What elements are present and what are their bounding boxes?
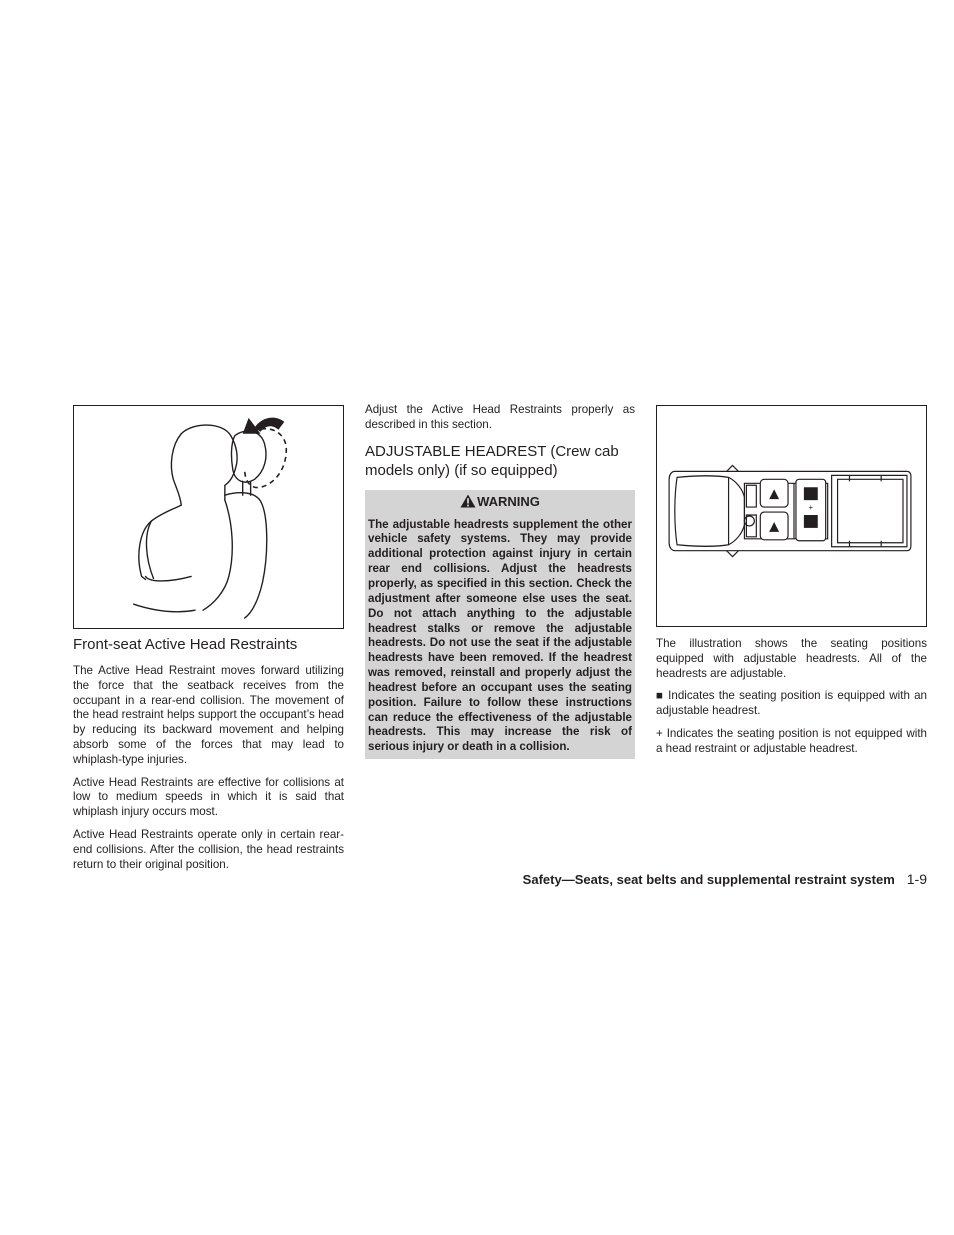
section-heading: ADJUSTABLE HEADREST (Crew cab models only) (if so equipped)	[365, 442, 619, 479]
legend-not-equipped: + Indicates the seating position is not equipped with a head restraint or adjustable headrest.	[656, 726, 927, 755]
warning-box	[365, 490, 635, 760]
left-column	[73, 403, 344, 880]
warning-title: WARNING	[477, 493, 540, 509]
paragraph: The Active Head Restraint moves forward utilizing the force that the seatback receives from the occupant in a rear-end collision. The movement of the head restraint helps support the occupant’s head by reducing its backward movement and helping absorb some of the forces that may lead to whiplash-type injuries.	[73, 664, 344, 766]
footer-section-title: Safety—Seats, seat belts and supplemental restraint system	[522, 872, 895, 887]
head-restraint-drawing	[74, 406, 343, 628]
paragraph: Active Head Restraints are effective for collisions at low to medium speeds in which it is said that whiplash injury occurs most.	[73, 775, 344, 819]
page-number: 1-9	[906, 871, 927, 887]
active-head-restraint-illustration	[73, 405, 344, 629]
warning-header	[368, 493, 632, 513]
middle-column	[365, 403, 635, 759]
legend-equipped: ■ Indicates the seating position is equipped with an adjustable headrest.	[656, 689, 927, 718]
vehicle-top-view-drawing	[657, 406, 926, 626]
paragraph: Active Head Restraints operate only in certain rear-end collisions. After the collision, the head restraints return to their original position.	[73, 827, 344, 871]
paragraph: The illustration shows the seating positions equipped with adjustable headrests. All of the headrests are adjustable.	[656, 637, 927, 680]
page-footer	[523, 871, 927, 887]
seating-positions-diagram	[656, 405, 927, 627]
right-column	[656, 403, 927, 765]
intro-paragraph: Adjust the Active Head Restraints properly as described in this section.	[365, 403, 635, 431]
warning-triangle-icon	[460, 494, 476, 513]
no-headrest-marker: +	[808, 503, 814, 513]
warning-text: The adjustable headrests supplement the other vehicle safety systems. They may provide additional protection against injury in certain rear end collisions. Adjust the headrests properly, as specified in this section. Check the adjustment after someone else uses the seat. Do not attach anything to the adjustable headrest stalks or remove the adjustable headrests. Do not use the seat if the adjustable headrests have been removed. If the headrest was removed, reinstall and properly adjust the headrest before an occupant uses the seating position. Failure to follow these instructions can reduce the effectiveness of the adjustable headrests. This may increase the risk of serious injury or death in a collision.	[368, 517, 632, 754]
figure-caption: Front-seat Active Head Restraints	[73, 636, 298, 653]
